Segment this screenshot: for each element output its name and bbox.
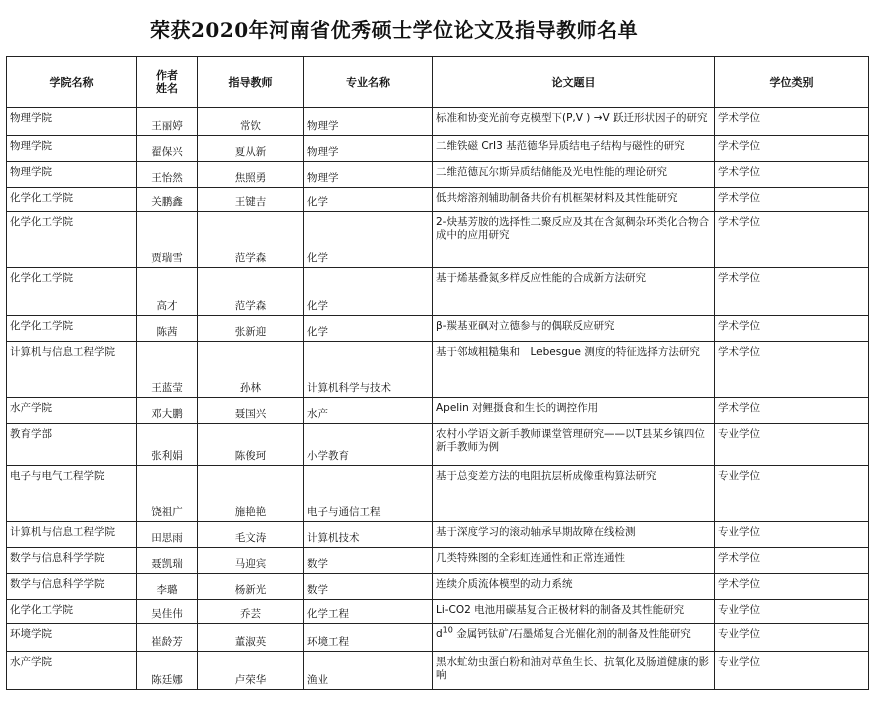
cell-author: 吴佳伟 (137, 600, 198, 624)
cell-author: 王蓝莹 (137, 342, 198, 398)
header-college: 学院名称 (7, 57, 137, 108)
cell-college: 化学化工学院 (7, 600, 137, 624)
table-row (7, 548, 869, 574)
cell-author: 聂凯瑞 (137, 548, 198, 574)
cell-major: 小学教育 (304, 424, 433, 466)
table-row (7, 162, 869, 188)
cell-degree: 学术学位 (715, 342, 869, 398)
table-row (7, 316, 869, 342)
table-row (7, 212, 869, 268)
table-row (7, 136, 869, 162)
cell-topic: β-羰基亚砜对立德参与的偶联反应研究 (433, 316, 715, 342)
cell-advisor: 董淑英 (198, 624, 304, 652)
cell-college: 物理学院 (7, 162, 137, 188)
cell-major: 计算机技术 (304, 522, 433, 548)
cell-topic: 二维铁磁 CrI3 基范德华异质结电子结构与磁性的研究 (433, 136, 715, 162)
award-table (6, 56, 869, 690)
cell-major: 化学 (304, 212, 433, 268)
cell-author: 饶祖广 (137, 466, 198, 522)
cell-topic: 基于深度学习的滚动轴承早期故障在线检测 (433, 522, 715, 548)
cell-major: 物理学 (304, 136, 433, 162)
cell-author: 陈廷娜 (137, 652, 198, 690)
cell-advisor: 陈俊珂 (198, 424, 304, 466)
cell-degree: 专业学位 (715, 466, 869, 522)
cell-college: 物理学院 (7, 136, 137, 162)
cell-degree: 专业学位 (715, 624, 869, 652)
cell-topic: 几类特殊图的全彩虹连通性和正常连通性 (433, 548, 715, 574)
cell-degree: 学术学位 (715, 268, 869, 316)
table-row (7, 424, 869, 466)
cell-college: 计算机与信息工程学院 (7, 522, 137, 548)
table-row (7, 522, 869, 548)
cell-author: 陈茜 (137, 316, 198, 342)
cell-major: 化学 (304, 268, 433, 316)
cell-advisor: 施艳艳 (198, 466, 304, 522)
cell-college: 数学与信息科学学院 (7, 548, 137, 574)
cell-degree: 专业学位 (715, 600, 869, 624)
cell-topic: 低共熔溶剂辅助制备共价有机框架材料及其性能研究 (433, 188, 715, 212)
cell-major: 物理学 (304, 162, 433, 188)
cell-topic: $d^{10}$ 金属钙钛矿/石墨烯复合光催化剂的制备及性能研究 (433, 624, 715, 652)
cell-author: 高才 (137, 268, 198, 316)
cell-topic: 标准和协变光前夸克模型下(P,V ) →V 跃迁形状因子的研究 (433, 108, 715, 136)
cell-college: 化学化工学院 (7, 212, 137, 268)
cell-advisor: 范学森 (198, 212, 304, 268)
cell-major: 化学 (304, 188, 433, 212)
header-major: 专业名称 (304, 57, 433, 108)
cell-college: 电子与电气工程学院 (7, 466, 137, 522)
cell-advisor: 毛文涛 (198, 522, 304, 548)
table-row (7, 342, 869, 398)
table-row (7, 624, 869, 652)
cell-author: 李璐 (137, 574, 198, 600)
table-row (7, 108, 869, 136)
header-author: 作者姓名 (137, 57, 198, 108)
cell-advisor: 乔芸 (198, 600, 304, 624)
cell-topic: 2-炔基芳胺的选择性二聚反应及其在含氮稠杂环类化合物合成中的应用研究 (433, 212, 715, 268)
cell-degree: 学术学位 (715, 574, 869, 600)
cell-topic: Li-CO2 电池用碳基复合正极材料的制备及其性能研究 (433, 600, 715, 624)
cell-college: 计算机与信息工程学院 (7, 342, 137, 398)
cell-topic: 农村小学语文新手教师课堂管理研究——以T县某乡镇四位新手教师为例 (433, 424, 715, 466)
cell-topic: 基于烯基叠氮多样反应性能的合成新方法研究 (433, 268, 715, 316)
table-row (7, 600, 869, 624)
cell-degree: 学术学位 (715, 108, 869, 136)
cell-topic: 连续介质流体模型的动力系统 (433, 574, 715, 600)
header-degree: 学位类别 (715, 57, 869, 108)
cell-degree: 学术学位 (715, 548, 869, 574)
cell-author: 王丽婷 (137, 108, 198, 136)
cell-author: 贾瑞雪 (137, 212, 198, 268)
cell-college: 化学化工学院 (7, 188, 137, 212)
cell-degree: 学术学位 (715, 162, 869, 188)
cell-advisor: 孙林 (198, 342, 304, 398)
page-title: 荣获2020年河南省优秀硕士学位论文及指导教师名单 (150, 18, 639, 42)
header-topic: 论文题目 (433, 57, 715, 108)
cell-topic: 二维范德瓦尔斯异质结储能及光电性能的理论研究 (433, 162, 715, 188)
cell-author: 张利娟 (137, 424, 198, 466)
cell-college: 环境学院 (7, 624, 137, 652)
cell-major: 化学工程 (304, 600, 433, 624)
cell-college: 数学与信息科学学院 (7, 574, 137, 600)
cell-degree: 学术学位 (715, 136, 869, 162)
cell-author: 王怡然 (137, 162, 198, 188)
cell-topic: 黑水虻幼虫蛋白粉和油对草鱼生长、抗氧化及肠道健康的影响 (433, 652, 715, 690)
cell-topic: Apelin 对鲤摄食和生长的调控作用 (433, 398, 715, 424)
table-row (7, 268, 869, 316)
cell-advisor: 范学森 (198, 268, 304, 316)
table-row (7, 398, 869, 424)
cell-college: 化学化工学院 (7, 268, 137, 316)
cell-advisor: 焦照勇 (198, 162, 304, 188)
cell-major: 电子与通信工程 (304, 466, 433, 522)
cell-major: 数学 (304, 548, 433, 574)
cell-college: 教育学部 (7, 424, 137, 466)
cell-advisor: 聂国兴 (198, 398, 304, 424)
cell-advisor: 杨新光 (198, 574, 304, 600)
table-header-row (7, 57, 869, 108)
cell-author: 关鹏鑫 (137, 188, 198, 212)
cell-degree: 学术学位 (715, 398, 869, 424)
cell-degree: 学术学位 (715, 212, 869, 268)
cell-author: 翟保兴 (137, 136, 198, 162)
cell-major: 数学 (304, 574, 433, 600)
cell-college: 水产学院 (7, 652, 137, 690)
cell-advisor: 王键吉 (198, 188, 304, 212)
cell-degree: 专业学位 (715, 652, 869, 690)
cell-college: 物理学院 (7, 108, 137, 136)
cell-major: 物理学 (304, 108, 433, 136)
topic-superscript: 10 (442, 625, 453, 635)
cell-degree: 专业学位 (715, 424, 869, 466)
table-row (7, 466, 869, 522)
cell-advisor: 常钦 (198, 108, 304, 136)
header-advisor: 指导教师 (198, 57, 304, 108)
cell-major: 化学 (304, 316, 433, 342)
cell-degree: 专业学位 (715, 522, 869, 548)
cell-author: 邓大鹏 (137, 398, 198, 424)
cell-major: 环境工程 (304, 624, 433, 652)
table-row (7, 188, 869, 212)
cell-college: 水产学院 (7, 398, 137, 424)
cell-author: 崔龄芳 (137, 624, 198, 652)
cell-major: 计算机科学与技术 (304, 342, 433, 398)
cell-advisor: 卢荣华 (198, 652, 304, 690)
topic-text: 金属钙钛矿/石墨烯复合光催化剂的制备及性能研究 (456, 628, 691, 640)
cell-advisor: 马迎宾 (198, 548, 304, 574)
cell-topic: 基于邻域粗糙集和 Lebesgue 测度的特征选择方法研究 (433, 342, 715, 398)
cell-degree: 学术学位 (715, 316, 869, 342)
cell-author: 田思雨 (137, 522, 198, 548)
cell-degree: 学术学位 (715, 188, 869, 212)
cell-college: 化学化工学院 (7, 316, 137, 342)
table-row (7, 652, 869, 690)
cell-major: 水产 (304, 398, 433, 424)
cell-topic: 基于总变差方法的电阻抗层析成像重构算法研究 (433, 466, 715, 522)
cell-advisor: 张新迎 (198, 316, 304, 342)
table-row (7, 574, 869, 600)
cell-advisor: 夏从新 (198, 136, 304, 162)
cell-major: 渔业 (304, 652, 433, 690)
